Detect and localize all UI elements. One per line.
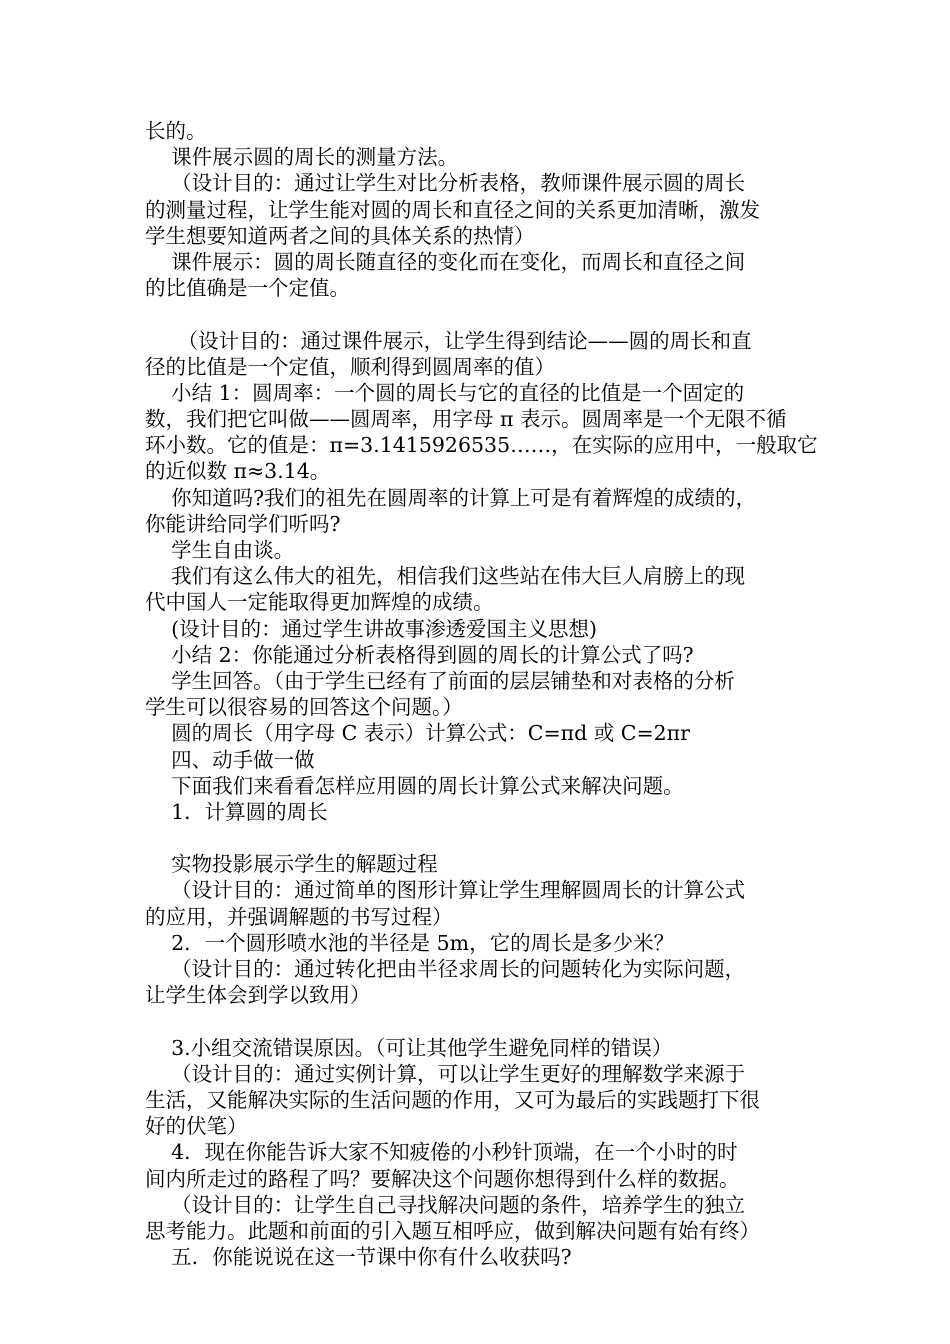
document-body	[145, 118, 818, 1270]
section-heading: 五．你能说说在这一节课中你有什么收获吗?	[145, 1245, 572, 1270]
text-line: 实物投影展示学生的解题过程	[145, 852, 438, 877]
text-line: （设计目的：通过课件展示，让学生得到结论——圆的周长和直	[145, 328, 752, 353]
text-line: （设计目的：通过让学生对比分析表格，教师课件展示圆的周长	[145, 171, 746, 196]
text-line: 课件展示圆的周长的测量方法。	[145, 145, 459, 170]
text-line: （设计目的：通过转化把由半径求周长的问题转化为实际问题，	[145, 957, 746, 981]
text-line: 课件展示：圆的周长随直径的变化而在变化，而周长和直径之间	[145, 249, 746, 274]
text-line: 学生自由谈。	[145, 538, 295, 562]
text-line: 3.小组交流错误原因。（可让其他学生避免同样的错误）	[145, 1035, 673, 1060]
section-heading: 四、动手做一做	[145, 747, 315, 772]
text-line: 生活，又能解决实际的生活问题的作用，又可为最后的实践题打下很	[145, 1087, 760, 1112]
text-line: 好的伏笔）	[145, 1114, 248, 1139]
text-line: 的应用，并强调解题的书写过程）	[145, 904, 453, 929]
text-line: 长的。	[145, 119, 207, 143]
text-line: 小结 1：圆周率：一个圆的周长与它的直径的比值是一个固定的	[145, 380, 745, 405]
blank-line	[145, 1008, 815, 1034]
text-line: 小结 2：你能通过分析表格得到圆的周长的计算公式了吗?	[145, 642, 694, 667]
text-line: 代中国人一定能取得更加辉煌的成绩。	[145, 590, 494, 615]
blank-line	[145, 301, 815, 327]
text-line: 4．现在你能告诉大家不知疲倦的小秒针顶端，在一个小时的时	[145, 1140, 738, 1165]
text-line: 的测量过程，让学生能对圆的周长和直径之间的关系更加清晰，激发	[145, 197, 760, 222]
text-line: 间内所走过的路程了吗？要解决这个问题你想得到什么样的数据。	[145, 1166, 740, 1191]
text-line: (设计目的：通过学生讲故事渗透爱国主义思想)	[145, 616, 598, 641]
text-line: 我们有这么伟大的祖先，相信我们这些站在伟大巨人肩膀上的现	[145, 564, 746, 589]
text-line: （设计目的：通过简单的图形计算让学生理解圆周长的计算公式	[145, 878, 746, 903]
text-line: （设计目的：通过实例计算，可以让学生更好的理解数学来源于	[145, 1061, 746, 1086]
text-line: 数，我们把它叫做——圆周率，用字母 π 表示。圆周率是一个无限不循	[145, 407, 787, 432]
text-line: 你知道吗?我们的祖先在圆周率的计算上可是有着辉煌的成绩的，	[145, 485, 757, 510]
text-line: 1．计算圆的周长	[145, 799, 328, 824]
text-line: 2．一个圆形喷水池的半径是 5m，它的周长是多少米？	[145, 930, 675, 955]
text-line: 思考能力。此题和前面的引入题互相呼应，做到解决问题有始有终）	[145, 1218, 760, 1243]
text-line: 的比值确是一个定值。	[145, 276, 350, 301]
text-line: （设计目的：让学生自己寻找解决问题的条件，培养学生的独立	[145, 1192, 746, 1217]
text-line: 学生可以很容易的回答这个问题。）	[145, 695, 463, 720]
blank-line	[145, 825, 815, 851]
text-line: 让学生体会到学以致用）	[145, 983, 371, 1008]
text-line: 圆的周长（用字母 C 表示）计算公式：C=πd 或 C=2πr	[145, 721, 690, 746]
text-line: 你能讲给同学们听吗?	[145, 511, 341, 536]
text-line: 径的比值是一个定值，顺利得到圆周率的值）	[145, 354, 555, 379]
text-line: 学生回答。（由于学生已经有了前面的层层铺垫和对表格的分析	[145, 668, 735, 693]
text-line: 环小数。它的值是：π=3.1415926535……，在实际的应用中，一般取它	[145, 433, 818, 458]
text-line: 下面我们来看看怎样应用圆的周长计算公式来解决问题。	[145, 773, 684, 798]
text-line: 的近似数 π≈3.14。	[145, 459, 331, 484]
text-line: 学生想要知道两者之间的具体关系的热情）	[145, 223, 535, 248]
